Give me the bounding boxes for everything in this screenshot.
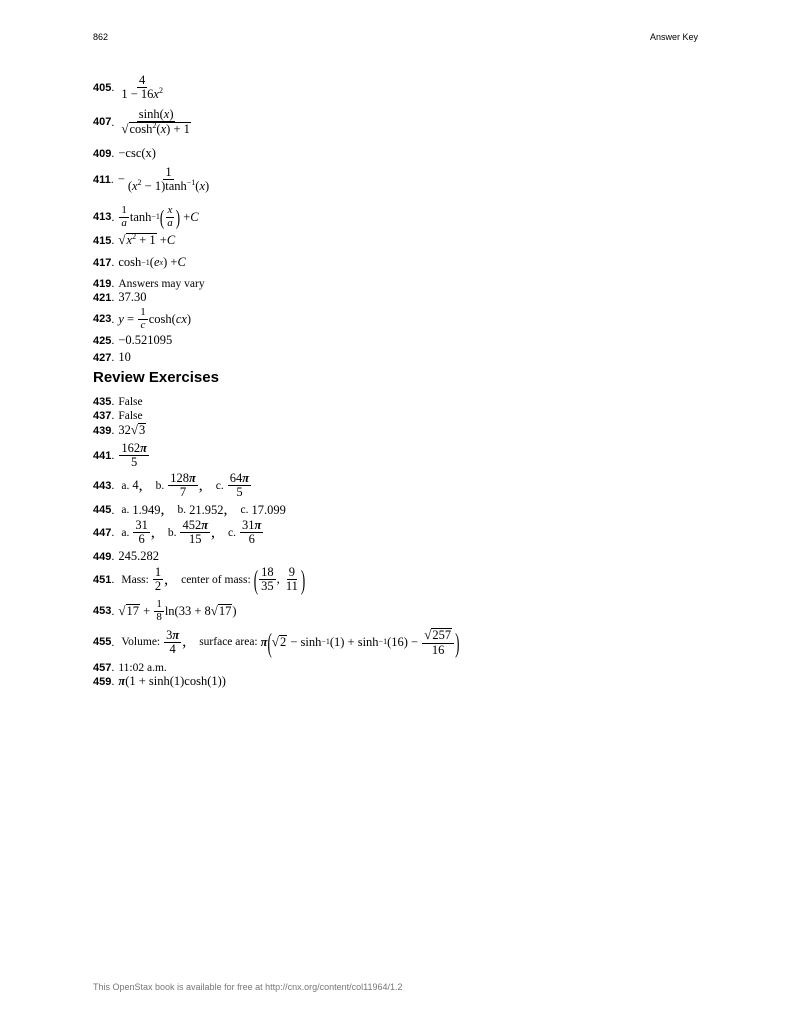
answer-number: 451 <box>93 573 112 586</box>
answer-number: 415 <box>93 234 112 247</box>
answer-expression: √ $x^2 + 1$ + C <box>118 232 176 248</box>
answer-number: 457 <box>93 661 112 674</box>
part-a-label: a. <box>121 504 130 516</box>
answer-part-c: $\frac{64\pi}{5}$ <box>229 471 250 500</box>
surface-area-label: surface area: <box>199 636 258 649</box>
answer-number: 407 <box>93 116 112 129</box>
answer-text: False <box>118 409 143 422</box>
answer-expression: y = $\frac{1}{c}$ cosh( cx ) <box>118 306 192 331</box>
answer-447: 447 . a. $\frac{31}{6}$ , b. $\frac{452\pi}{15}$ , c. $\frac{31\pi}{6}$ <box>93 519 264 546</box>
answer-expression: $\frac{162\pi}{5}$ <box>121 441 147 470</box>
answer-445: 445 . a. 1.949 , b. 21.952 , c. 17.099 <box>93 501 286 518</box>
answer-number: 405 <box>93 81 112 94</box>
answer-number: 425 <box>93 334 112 347</box>
answer-453: 453 . √ 17 + $\frac{1}{8}$ ln(33 + 8 √ 17 ) <box>93 598 237 623</box>
answer-423: 423 . y = $\frac{1}{c}$ cosh( cx ) <box>93 306 192 331</box>
part-a-label: a. <box>121 526 130 539</box>
answer-number: 439 <box>93 424 112 437</box>
answer-text: Answers may vary <box>118 277 205 290</box>
answer-449: 449 . 245.282 <box>93 549 159 563</box>
answer-455: 455 . Volume: $\frac{3\pi}{4}$ , surface area: π ( √ 2 − sinh −1 (1) + sinh −1 (16) − √ 257 16 ) <box>93 626 460 659</box>
answer-443: 443 . a. 4 , b. $\frac{128\pi}{7}$ , c. $\frac{64\pi}{5}$ <box>93 472 252 499</box>
answer-expression: $\frac{1}{a}$ tanh −1 ( $\frac{x}{a}$ ) + C <box>121 204 199 230</box>
center-of-mass-value: ( $\frac{18}{35}$ , $\frac{9}{11}$ ) <box>253 563 306 596</box>
surface-area-value: π ( √ 2 − sinh −1 (1) + sinh −1 (16) − √ 257 16 ) <box>260 626 460 659</box>
answer-expression: − $\frac{1}{(x^2 - 1)\tanh^{-1}(x)}$ <box>117 165 210 194</box>
answer-number: 423 <box>93 313 112 326</box>
answer-number: 435 <box>93 395 112 408</box>
center-of-mass-label: center of mass: <box>181 573 251 586</box>
answer-number: 427 <box>93 351 112 364</box>
answer-number: 409 <box>93 147 112 160</box>
answer-number: 441 <box>93 449 112 462</box>
answer-number: 445 <box>93 504 112 516</box>
answer-number: 443 <box>93 479 112 492</box>
answer-409: 409 . −csc(x) <box>93 146 156 160</box>
answer-part-a: 4 <box>132 478 139 493</box>
answer-expression: 245.282 <box>118 549 159 563</box>
answer-expression: cosh −1 ( e x ) + C <box>118 255 186 269</box>
answer-expression: π (1 + sinh(1)cosh(1)) <box>118 674 226 688</box>
answer-number: 419 <box>93 277 112 290</box>
part-a-label: a. <box>121 479 130 492</box>
answer-part-b: $\frac{452\pi}{15}$ <box>182 518 209 547</box>
answer-number: 453 <box>93 605 112 618</box>
section-title: Review Exercises <box>93 369 219 386</box>
part-c-label: c. <box>215 479 224 492</box>
part-b-label: b. <box>167 526 177 539</box>
answer-441: 441 . $\frac{162\pi}{5}$ <box>93 442 150 469</box>
answer-415: 415 . √ $x^2 + 1$ + C <box>93 232 176 248</box>
answer-expression: 10 <box>118 350 131 364</box>
running-head: Answer Key <box>649 32 698 42</box>
answer-expression: sinh(x) √ $\cosh^2(x) + 1$ <box>121 107 190 137</box>
answer-part-b: 21.952 <box>189 502 224 517</box>
volume-value: $\frac{3\pi}{4}$ <box>166 627 180 656</box>
answer-part-c: 17.099 <box>251 502 286 517</box>
volume-label: Volume: <box>121 636 161 649</box>
answer-number: 447 <box>93 526 112 539</box>
answer-419: 419 . Answers may vary <box>93 276 205 290</box>
answer-expression: 32 √ 3 <box>118 422 146 438</box>
answer-expression: √ 17 + $\frac{1}{8}$ ln(33 + 8 √ 17 ) <box>118 598 237 623</box>
answer-451: 451 . Mass: $\frac{1}{2}$ , center of mass: ( $\frac{18}{35}$ , $\frac{9}{11}$ ) <box>93 563 306 596</box>
answer-part-c: $\frac{31\pi}{6}$ <box>242 518 262 547</box>
answer-number: 437 <box>93 409 112 422</box>
footer-text: This OpenStax book is available for free at http://cnx.org/content/col11964/1.2 <box>93 982 403 992</box>
part-c-label: c. <box>228 526 237 539</box>
answer-expression: −csc(x) <box>118 146 156 160</box>
answer-number: 459 <box>93 675 112 688</box>
page-number: 862 <box>93 32 109 42</box>
answer-text: 11:02 a.m. <box>118 661 167 674</box>
mass-value: $\frac{1}{2}$ <box>154 565 162 594</box>
answer-part-a: 1.949 <box>132 502 161 517</box>
answer-425: 425 . −0.521095 <box>93 333 173 347</box>
part-c-label: c. <box>240 504 249 516</box>
answer-expression: −0.521095 <box>118 333 173 347</box>
answer-text: False <box>118 395 143 408</box>
answer-413: 413 . $\frac{1}{a}$ tanh −1 ( $\frac{x}{a}$ ) + C <box>93 204 199 230</box>
answer-435: 435 . False <box>93 394 143 408</box>
answer-expression: $\frac{4}{1 - 16x^2}$ <box>121 73 163 102</box>
answer-part-a: $\frac{31}{6}$ <box>135 518 148 547</box>
answer-459: 459 . π (1 + sinh(1)cosh(1)) <box>93 674 226 688</box>
answer-439: 439 . 32 √ 3 <box>93 422 146 438</box>
answer-421: 421 . 37.30 <box>93 290 147 304</box>
answer-417: 417 . cosh −1 ( e x ) + C <box>93 255 186 269</box>
answer-427: 427 . 10 <box>93 350 131 364</box>
answer-number: 417 <box>93 256 112 269</box>
answer-number: 413 <box>93 211 112 224</box>
mass-label: Mass: <box>121 573 149 586</box>
answer-405: 405 . $\frac{4}{1 - 16x^2}$ <box>93 74 166 101</box>
answer-457: 457 . 11:02 a.m. <box>93 660 167 674</box>
answer-part-b: $\frac{128\pi}{7}$ <box>170 471 196 500</box>
answer-expression: 37.30 <box>118 290 147 304</box>
part-b-label: b. <box>155 479 165 492</box>
answer-number: 421 <box>93 291 112 304</box>
answer-407: 407 . sinh(x) √ $\cosh^2(x) + 1$ <box>93 108 194 137</box>
answer-number: 449 <box>93 550 112 563</box>
answer-411: 411 . − $\frac{1}{(x^2 - 1)\tanh^{-1}(x)}$ <box>93 166 212 193</box>
answer-437: 437 . False <box>93 408 143 422</box>
answer-number: 411 <box>93 173 111 186</box>
answer-number: 455 <box>93 636 112 649</box>
part-b-label: b. <box>177 504 187 516</box>
